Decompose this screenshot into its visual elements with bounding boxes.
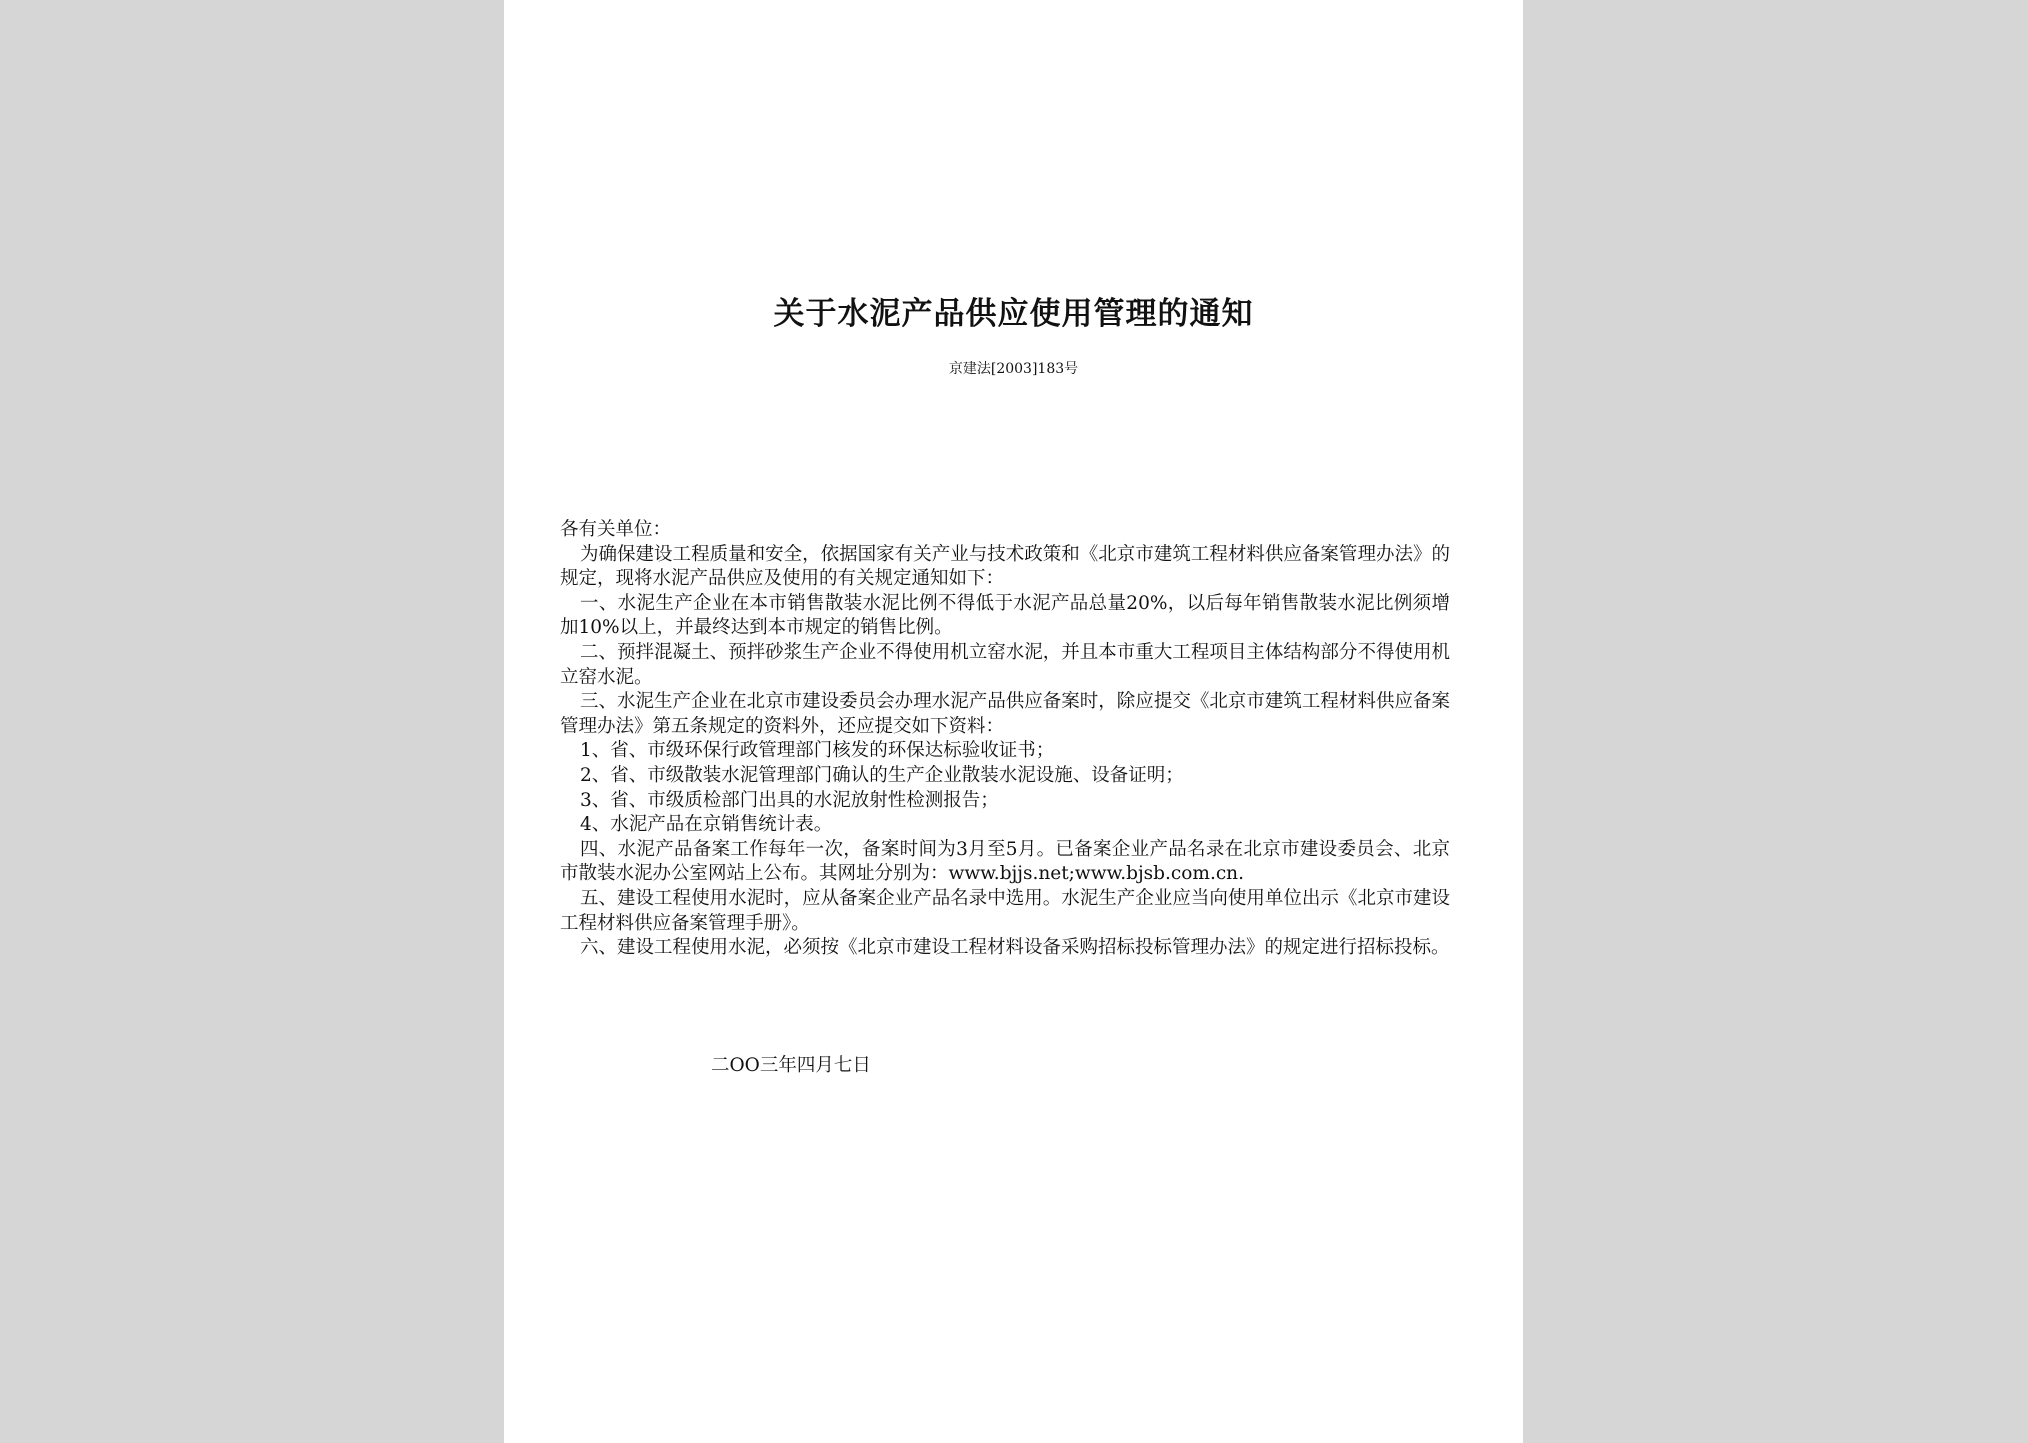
document-body	[560, 518, 1450, 961]
paragraph-1: 一、水泥生产企业在本市销售散装水泥比例不得低于水泥产品总量20%，以后每年销售散装水泥比例须增加10%以上，并最终达到本市规定的销售比例。	[560, 592, 1450, 639]
document-title: 关于水泥产品供应使用管理的通知	[773, 296, 1254, 332]
paragraph-4: 四、水泥产品备案工作每年一次，备案时间为3月至5月。已备案企业产品名录在北京市建设委员会、北京市散装水泥办公室网站上公布。其网址分别为：www.bjjs.net;www.bjsb.com.cn.	[560, 838, 1450, 885]
list-item: 1、省、市级环保行政管理部门核发的环保达标验收证书；	[580, 740, 1055, 762]
paragraph-6: 六、建设工程使用水泥，必须按《北京市建设工程材料设备采购招标投标管理办法》的规定进行招标投标。	[580, 937, 1450, 959]
paragraph-2: 二、预拌混凝土、预拌砂浆生产企业不得使用机立窑水泥，并且本市重大工程项目主体结构部分不得使用机立窑水泥。	[560, 641, 1450, 688]
salutation: 各有关单位：	[560, 519, 672, 540]
paragraph-5: 五、建设工程使用水泥时，应从备案企业产品名录中选用。水泥生产企业应当向使用单位出示《北京市建设工程材料供应备案管理手册》。	[560, 887, 1450, 934]
paragraph-3: 三、水泥生产企业在北京市建设委员会办理水泥产品供应备案时，除应提交《北京市建筑工程材料供应备案管理办法》第五条规定的资料外，还应提交如下资料：	[560, 691, 1450, 737]
document-date: 二OO三年四月七日	[711, 1055, 871, 1076]
document-page	[504, 0, 1523, 1443]
list-item: 3、省、市级质检部门出具的水泥放射性检测报告；	[580, 789, 999, 811]
paragraph-intro: 为确保建设工程质量和安全，依据国家有关产业与技术政策和《北京市建筑工程材料供应备案管理办法》的规定，现将水泥产品供应及使用的有关规定通知如下：	[560, 543, 1450, 590]
list-item: 4、水泥产品在京销售统计表。	[580, 814, 833, 836]
document-number: 京建法[2003]183号	[948, 361, 1079, 377]
list-item: 2、省、市级散装水泥管理部门确认的生产企业散装水泥设施、设备证明；	[580, 764, 1184, 786]
